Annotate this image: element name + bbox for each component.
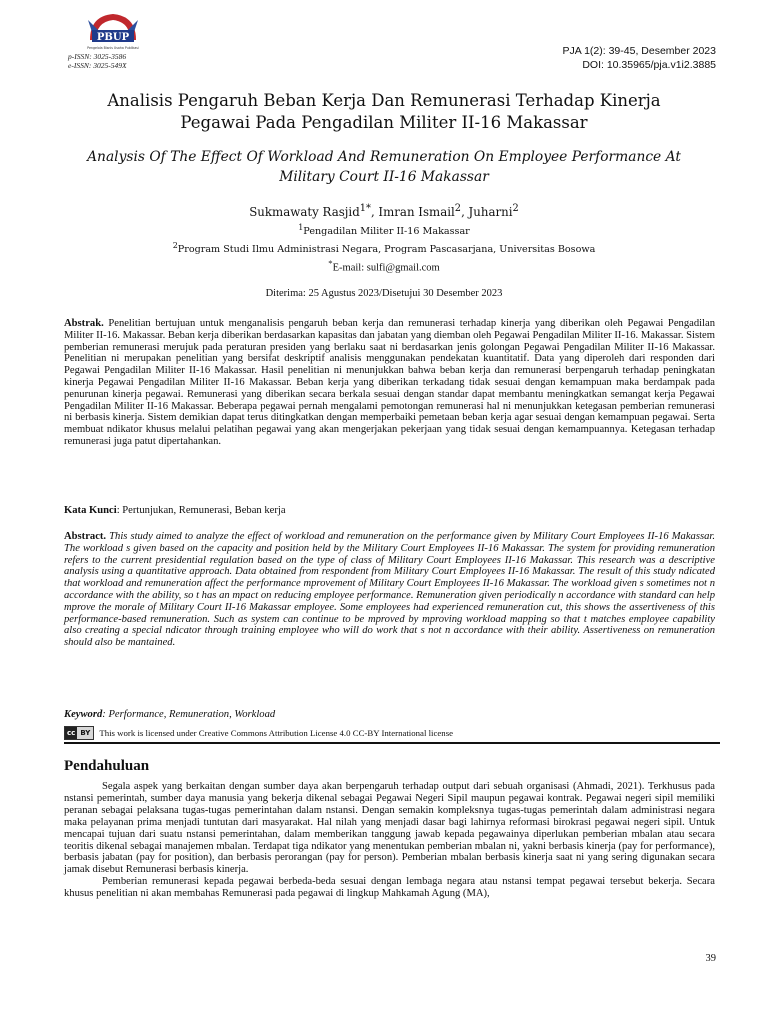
svg-text:PBUP: PBUP: [96, 32, 130, 43]
body-paragraph: Segala aspek yang berkaitan dengan sumber daya akan berpengaruh terhadap output dari sebuah organisasi (Ahmadi, 2021). Terkhusus pada nstansi pemerintah, sumber daya manusia yang bekerja dikenal sebagai Pegawai Negeri Sipil maupun pegawai kontrak. Pegawai negeri sipil memiliki peranan sebagai pelaksana tugas-tugas pemerintahan dalam nstansi. Dengan semakin kompleksnya tugas-tugas pemerintah dalam administrasi negara maka pelayanan prima menjadi tuntutan dari masyarakat. Hal nilah yang menjadi dasar bagi lahirnya reformasi birokrasi pegawai negeri sipil. Untuk mencapai tujuan dari suatu nstansi pemerintahan, dalam memberikan tanggung jawab kepada pegawainya diperlukan pemberian mbalan atau secara teoritis dikenal sebagai manajemen mbalan. Terdapat tiga ndikator yang menentukan pemberian mbalan ni, yakni berbasis kinerja (pay for performance), berbasis jabatan (pay for position), dan berbasis perorangan (pay for person). Pemberian mbalan berbasis kinerja saat ni yang sering digunakan secara jamak disebut Remunerasi berbasis kinerja.: [64, 781, 715, 876]
abstract-en: [64, 531, 715, 649]
affiliation-2: [64, 239, 704, 257]
by-mark: BY: [80, 729, 91, 737]
page-number: 39: [705, 953, 716, 964]
abstract-id: [64, 318, 715, 448]
abstract-en-label: Abstract.: [64, 531, 107, 542]
keywords-en-text: : Performance, Remuneration, Workload: [102, 709, 276, 720]
author-sup: 1*: [359, 203, 371, 214]
author-name: Sukmawaty Rasjid: [249, 204, 360, 219]
author-sup: 2: [454, 203, 462, 214]
author-name: , Juharni: [461, 204, 513, 219]
doi-link[interactable]: DOI: 10.35965/pja.v1i2.3885: [582, 59, 716, 71]
cc-mark: cc: [67, 729, 76, 737]
abstract-label: Abstrak.: [64, 318, 104, 329]
section-body: [64, 781, 715, 900]
email-sup: *: [328, 258, 333, 268]
author-sup: 2: [512, 203, 519, 214]
pbup-logo-icon: [68, 10, 158, 54]
affiliation-1: [64, 221, 704, 239]
section-divider: [64, 742, 720, 744]
affiliations: [64, 221, 704, 257]
title-line: Military Court II-16 Makassar: [279, 169, 489, 185]
author-list: [64, 200, 704, 221]
body-paragraph: Pemberian remunerasi kepada pegawai berbeda-beda sesuai dengan lembaga negara atau nstansi tempat pegawai tersebut bekerja. Secara khusus penelitian ni akan membahas Remunerasi pada pegawai di lingkup Mahkamah Agung (MA),: [64, 876, 715, 900]
affil-sup: 1: [298, 223, 304, 232]
email-text[interactable]: E-mail: sulfi@gmail.com: [332, 262, 440, 274]
abstract-en-text: This study aimed to analyze the effect of workload and remuneration on the performance given by Military Court Employees II-16 Makassar. The workload s given based on the capacity and position held by the Military Court Employees II-16 Makassar. The system for providing remuneration refers to the current presidential regulation based on the type of class of Military Court Employees II-16 Makassar. This research was a descriptive analysis using a quantitative approach. Data obtained from respondent from Military Court Employees II-16 Makassar. The result of this study ndicated that workload and remuneration affect the performance mprovement of Military Court Employees II-16 Makassar. The workload given s sometimes not n accordance with the ability, so t has an mpact on reducing employee performance. Remuneration given periodically n accordance with standard can help mprove the morale of Military Court II-16 Makassar employee. Some employees had experienced remuneration cut, this shows the assertiveness of this performance-based remuneration. Such as system can continue to be mproved by mproving workload mapping so that t matches employee capability also creating a special ndicator through training employee who will do work that s not n accordance with their ability. Assertiveness on remuneration should also be mantained.: [64, 531, 715, 649]
keywords-en-label: Keyword: [64, 709, 103, 720]
citation: PJA 1(2): 39-45, Desember 2023: [562, 45, 716, 57]
affil-sup: 2: [172, 241, 178, 251]
corresponding-email: [64, 258, 704, 274]
author-name: , Imran Ismail: [370, 204, 455, 219]
paper-title: [64, 90, 704, 134]
title-line: Pegawai Pada Pengadilan Militer II-16 Makassar: [180, 113, 588, 132]
issn-print: p-ISSN: 3025-3586: [68, 52, 127, 61]
issn-block: [68, 52, 127, 70]
paper-title-english: [64, 147, 704, 187]
license-line: [64, 726, 453, 740]
license-text: This work is licensed under Creative Commons Attribution License 4.0 CC-BY International license: [99, 728, 454, 738]
cc-by-badge-icon[interactable]: [64, 726, 94, 740]
title-line: Analysis Of The Effect Of Workload And Remuneration On Employee Performance At: [87, 149, 681, 165]
section-heading: Pendahuluan: [64, 758, 150, 774]
issn-online: e-ISSN: 3025-549X: [68, 61, 127, 70]
journal-meta: [562, 44, 716, 72]
submission-dates: Diterima: 25 Agustus 2023/Disetujui 30 Desember 2023: [265, 288, 503, 299]
affil-text: Program Studi Ilmu Administrasi Negara, Program Pascasarjana, Universitas Bosowa: [177, 244, 596, 256]
abstract-text: Penelitian bertujuan untuk menganalisis pengaruh beban kerja dan remunerasi terhadap kinerja yang diberikan oleh Pegawai Pengadilan Militer II-16. Makassar. Beban kerja diberikan berdasarkan kapasitas dan jabatan yang diemban oleh Pegawai Pengadilan Militer II-16. Makassar. Sistem pemberian remunerasi merujuk pada peraturan presiden yang berlaku saat ni berdasarkan jenis golongan Pegawai Pengadilan Militer II-16 Makassar. Penelitian ni merupakan penelitian yang bersifat deskriptif analisis menggunakan pendekatan kuantitatif. Data yang diperoleh dari responden dari Pegawai Pengadilan Militer II-16 Makassar. Hasil penelitian ni menunjukkan bahwa beban kerja dan remunerasi berpengaruh terhadap peningkatan kinerja Pegawai Pengadilan Militer II-16 Makassar. Beban kerja yang diberikan terkadang tidak sesuai dengan kemampuan maka berdampak pada penurunan kinerja pegawai. Remunerasi yang diberikan secara berkala sesuai dengan standar dapat membantu meningkatkan semangat kerja Pegawai Pengadilan Militer II-16 Makassar. Beberapa pegawai pernah mengalami pemotongan remunerasi hal ni menunjukkan ketegasan pemberian remunerasi ni berbasis kinerja. Sistem demikian dapat terus ditingkatkan dengan memperbaiki pemetaan beban kerja agar sesuai dengan kemampuan pegawai. Serta membuat ndikator khusus melalui pelatihan pegawai yang akan mengerjakan pekerjaan yang tidak sesuai dengan kemampuannya. Ketegasan terhadap remunerasi juga patut dipertahankan.: [64, 318, 715, 447]
svg-text:Pengelola Bisnis Usaha Publika: Pengelola Bisnis Usaha Publikasi: [87, 46, 139, 50]
keywords-id: [64, 505, 715, 516]
keywords-label: Kata Kunci: [64, 505, 117, 516]
keywords-text: : Pertunjukan, Remunerasi, Beban kerja: [116, 505, 286, 516]
affil-text: Pengadilan Militer II-16 Makassar: [303, 226, 470, 238]
keywords-en: [64, 709, 715, 720]
title-line: Analisis Pengaruh Beban Kerja Dan Remunerasi Terhadap Kinerja: [107, 91, 661, 110]
